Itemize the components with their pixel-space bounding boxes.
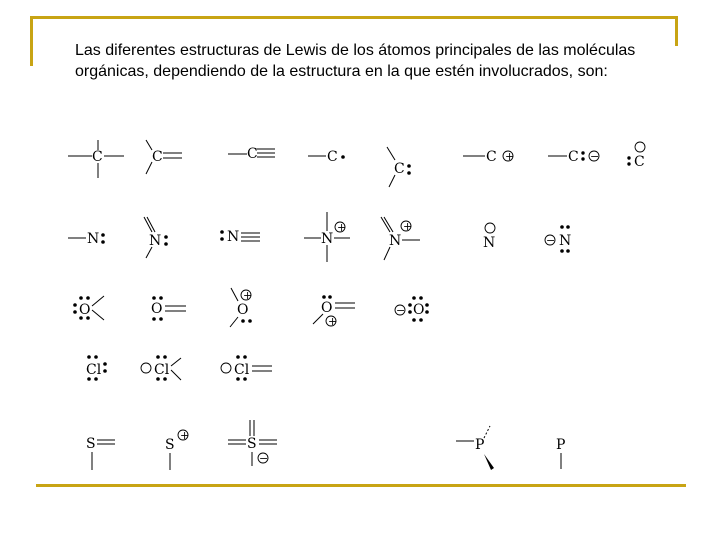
atom-label: C bbox=[152, 149, 163, 165]
carbon-vacant-orbital bbox=[627, 142, 645, 170]
carbon-tetrahedral bbox=[68, 140, 124, 178]
atom-label: Cl bbox=[86, 362, 102, 378]
charge-label: + bbox=[337, 221, 347, 234]
atom-label: O bbox=[321, 300, 333, 316]
sulfonium bbox=[165, 429, 189, 470]
oxygen-anion bbox=[395, 296, 429, 322]
oxygen-ether bbox=[73, 296, 104, 320]
atom-label: O bbox=[237, 302, 249, 318]
oxocarbenium bbox=[313, 295, 355, 328]
charge-label: − bbox=[590, 150, 600, 163]
atom-label: C bbox=[247, 146, 258, 162]
oxygen-carbonyl bbox=[151, 296, 186, 321]
atom-label: C bbox=[92, 149, 103, 165]
ammonium bbox=[304, 212, 350, 262]
nitrogen-amine bbox=[68, 231, 105, 247]
carbon-carbene bbox=[387, 147, 411, 187]
charge-label: + bbox=[243, 289, 253, 302]
charge-label: + bbox=[328, 315, 338, 328]
atom-label: N bbox=[559, 233, 572, 249]
intro-text: Las diferentes estructuras de Lewis de los átomos principales de las moléculas orgánicas, dependiendo de la estructura en la que estén involucrados, son: bbox=[75, 42, 636, 80]
atom-label: N bbox=[149, 233, 162, 249]
atom-label: C bbox=[394, 161, 405, 177]
atom-label: S bbox=[165, 437, 175, 453]
charge-label: − bbox=[259, 452, 269, 465]
nitrogen-imine bbox=[144, 217, 168, 258]
charge-label: − bbox=[546, 234, 556, 247]
atom-label: O bbox=[413, 302, 425, 318]
carbon-triple-bond bbox=[228, 146, 275, 162]
chloronium bbox=[141, 355, 181, 381]
carbanion bbox=[548, 149, 599, 165]
iminium bbox=[381, 217, 420, 260]
charge-label: + bbox=[403, 220, 413, 233]
atom-label: N bbox=[321, 231, 334, 247]
atom-label: Cl bbox=[234, 362, 250, 378]
atom-label: O bbox=[151, 301, 163, 317]
atom-label: C bbox=[568, 149, 579, 165]
atom-label: P bbox=[556, 437, 566, 453]
atom-label: N bbox=[87, 231, 100, 247]
charge-label: + bbox=[180, 429, 190, 442]
atom-label: C bbox=[634, 154, 645, 170]
atom-label: N bbox=[227, 229, 240, 245]
phosphine bbox=[456, 426, 494, 470]
nitrogen-vacant-orbital bbox=[483, 223, 495, 251]
sulfur-ylide bbox=[228, 420, 277, 466]
sulfur-thione bbox=[86, 436, 115, 470]
atom-label: S bbox=[86, 436, 96, 452]
atom-label: C bbox=[327, 149, 338, 165]
phosphorus-simple bbox=[556, 437, 565, 469]
nitrogen-nitrile bbox=[220, 229, 260, 245]
atom-label: Cl bbox=[154, 362, 170, 378]
chlorine-double-bond bbox=[221, 355, 272, 381]
oxonium bbox=[230, 288, 252, 327]
atom-label: O bbox=[79, 302, 91, 318]
chlorine-chloride bbox=[86, 355, 107, 381]
atom-label: C bbox=[486, 149, 497, 165]
carbocation bbox=[463, 149, 514, 165]
carbon-double-bond bbox=[146, 140, 182, 174]
atom-label: N bbox=[389, 233, 402, 249]
charge-label: − bbox=[396, 304, 406, 317]
atom-label: P bbox=[475, 437, 485, 453]
atom-label: N bbox=[483, 235, 496, 251]
carbon-radical bbox=[308, 149, 345, 165]
nitrogen-anion bbox=[545, 225, 571, 253]
atom-label: S bbox=[247, 436, 257, 452]
charge-label: + bbox=[505, 150, 515, 163]
